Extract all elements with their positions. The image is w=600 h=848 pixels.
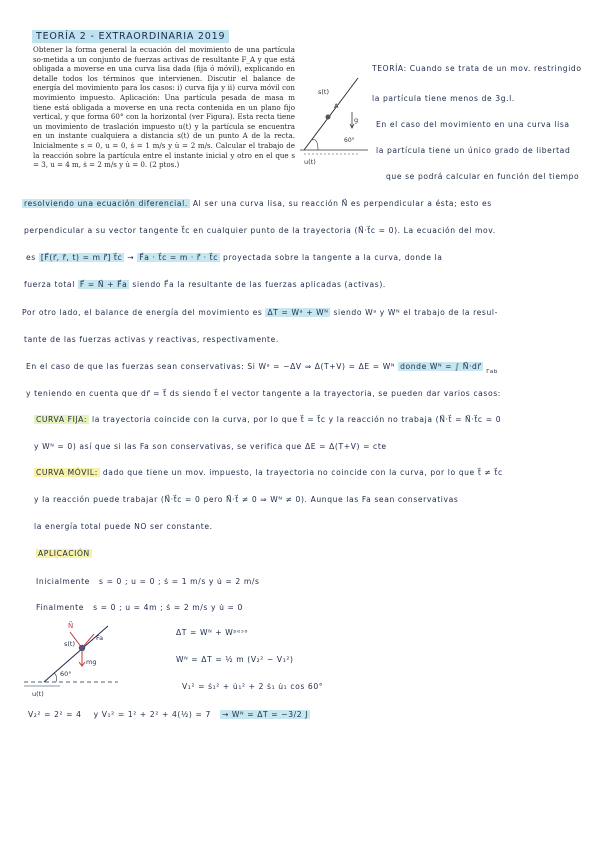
note-line-9c: siendo F⃗a la resultante de las fuerzas aplicadas (activas). xyxy=(132,280,386,289)
fig-label-s: s(t) xyxy=(64,640,76,648)
note-line-14b: la trayectoria coincide con la curva, por lo que t⃗ = t⃗c y la reacción no trabaja (N⃗·t⃗ = N⃗·t⃗c = 0 xyxy=(92,415,502,424)
initial-values: s = 0 ; u = 0 ; ṡ = 1 m/s y u̇ = 2 m/s xyxy=(99,577,260,586)
note-line-1: TEORÍA: Cuando se trata de un mov. restringido xyxy=(372,64,582,73)
fig-label-fa: Fa xyxy=(96,634,104,642)
note-line-11: tante de las fuerzas activas y reactivas, respectivamente. xyxy=(24,335,279,344)
equation-6-result: → Wᴺ = ΔT = −3/2 J xyxy=(221,710,309,719)
fig-label-angle: 60° xyxy=(344,137,355,144)
note-arrow: → xyxy=(127,253,135,262)
note-line-8a: es xyxy=(26,253,36,262)
equation-3: V₁² = ṡ₁² + u̇₁² + 2 ṡ₁ u̇₁ cos 60° xyxy=(182,682,324,691)
moving-curve-heading: CURVA MÓVIL: xyxy=(36,468,98,477)
fig-label-s: s(t) xyxy=(318,88,330,96)
fixed-curve-heading: CURVA FIJA: xyxy=(36,415,87,424)
fig-label-g: g xyxy=(354,116,359,124)
note-line-7: perpendicular a su vector tangente t⃗c en cualquier punto de la trayectoria (N⃗·t⃗c = 0). La ecuación del mov. xyxy=(24,226,496,235)
note-line-9a: fuerza total xyxy=(24,280,75,289)
total-force-equation: F⃗ = N⃗ + F⃗a xyxy=(79,280,128,289)
fig-label-angle: 60° xyxy=(60,670,72,678)
note-line-2: la partícula tiene menos de 3g.l. xyxy=(372,94,515,103)
note-line-10a: Por otro lado, el balance de energía del movimiento es xyxy=(22,308,263,317)
equation-1: ΔT = Wᴺ + Wᵖᵉˢᵒ xyxy=(176,628,249,637)
equation-2: Wᴺ = ΔT = ½ m (V₂² − V₁²) xyxy=(176,655,294,664)
reaction-work-integral: donde Wᴺ = ∫ N⃗·dr⃗ xyxy=(400,362,482,371)
motion-equation: [F⃗(r⃗, ṙ⃗, t) = m r̈⃗] t⃗c xyxy=(40,253,123,262)
problem-statement: Obtener la forma general la ecuación del movimiento de una partícula so-metida a un conjunto de fuerzas activas de resultante F_A y que está obligada a moverse en una curva lisa dada (fija ó móvil), explicando en detalle todos los términos que intervienen. Discutir el balance de energía del movimiento para los casos: i) curva fija y ii) curva móvil con movimiento impuesto. Aplicación: Una partícula pesada de masa m tiene está obligada a moverse en una recta contenida en un plano fijo vertical, y que forma 60° con la horizontal (ver Figura). Esta recta tiene un movimiento de traslación impuesto u(t) y la partícula se encuentra en un instante cualquiera a distancia s(t) de un punto A de la recta. Inicialmente s = 0, u = 0, ṡ = 1 m/s y u̇ = 2 m/s. Calcular el trabajo de la reacción sobre la partícula entre el instante inicial y otro en el que s = 3, u = 4 m, ṡ = 2 m/s y u̇ = 0. (2 ptos.) xyxy=(33,45,295,170)
equation-4: V₂² = 2² = 4 xyxy=(28,710,82,719)
note-line-6b: Al ser una curva lisa, su reacción N⃗ es perpendicular a ésta; esto es xyxy=(192,199,492,208)
note-line-5: que se podrá calcular en función del tiempo xyxy=(386,172,580,181)
application-figure xyxy=(20,618,140,700)
fig-label-u: u(t) xyxy=(304,158,316,166)
projected-equation: F⃗a · t⃗c = m · r̈⃗ · t⃗c xyxy=(139,253,219,262)
equation-5: y V₁² = 1² + 2² + 4(½) = 7 xyxy=(93,710,211,719)
problem-figure xyxy=(298,72,370,168)
final-label: Finalmente xyxy=(36,603,85,612)
note-line-12b: Si Wᵃ = −ΔV xyxy=(247,362,302,371)
note-line-13: y teniendo en cuenta que dr⃗ = t⃗ ds siendo t⃗ el vector tangente a la trayectoria, se pueden dar varios casos: xyxy=(26,389,501,398)
note-line-6a: resolviendo una ecuación diferencial. xyxy=(24,199,188,208)
note-line-18: la energía total puede NO ser constante. xyxy=(34,522,213,531)
application-heading: APLICACIÓN xyxy=(38,549,90,558)
note-line-16b: dado que tiene un mov. impuesto, la trayectoria no coincide con la curva, por lo que t⃗ ≠ t⃗c xyxy=(102,468,503,477)
fig-label-a: A xyxy=(334,102,339,110)
integral-path-label: Γab xyxy=(486,369,498,375)
fig-label-mg: mg xyxy=(86,658,97,666)
final-values: s = 0 ; u = 4m ; ṡ = 2 m/s y u̇ = 0 xyxy=(93,603,243,612)
initial-label: Inicialmente xyxy=(36,577,90,586)
note-line-12c: ⇒ Δ(T+V) = ΔE = Wᴺ xyxy=(304,362,396,371)
energy-balance-equation: ΔT = Wᵃ + Wᴺ xyxy=(267,308,329,317)
note-line-3: En el caso del movimiento en una curva lisa xyxy=(376,120,570,129)
note-line-4: la partícula tiene un único grado de libertad xyxy=(376,146,571,155)
note-line-10c: siendo Wᵃ y Wᴺ el trabajo de la resul- xyxy=(333,308,498,317)
note-line-15: y Wᴺ = 0) así que si las Fa son conservativas, se verifica que ΔE = Δ(T+V) = cte xyxy=(34,442,387,451)
note-line-17: y la reacción puede trabajar (N⃗·t⃗c = 0 pero N⃗·t⃗ ≠ 0 ⇒ Wᴺ ≠ 0). Aunque las Fa sean conservativas xyxy=(34,495,459,504)
fig-label-u: u(t) xyxy=(32,690,44,698)
fig-label-n: N⃗ xyxy=(68,622,74,630)
page-title: TEORÍA 2 - EXTRAORDINARIA 2019 xyxy=(32,30,229,43)
note-line-8e: proyectada sobre la tangente a la curva, donde la xyxy=(223,253,443,262)
note-line-12a: En el caso de que las fuerzas sean conservativas: xyxy=(26,362,245,371)
